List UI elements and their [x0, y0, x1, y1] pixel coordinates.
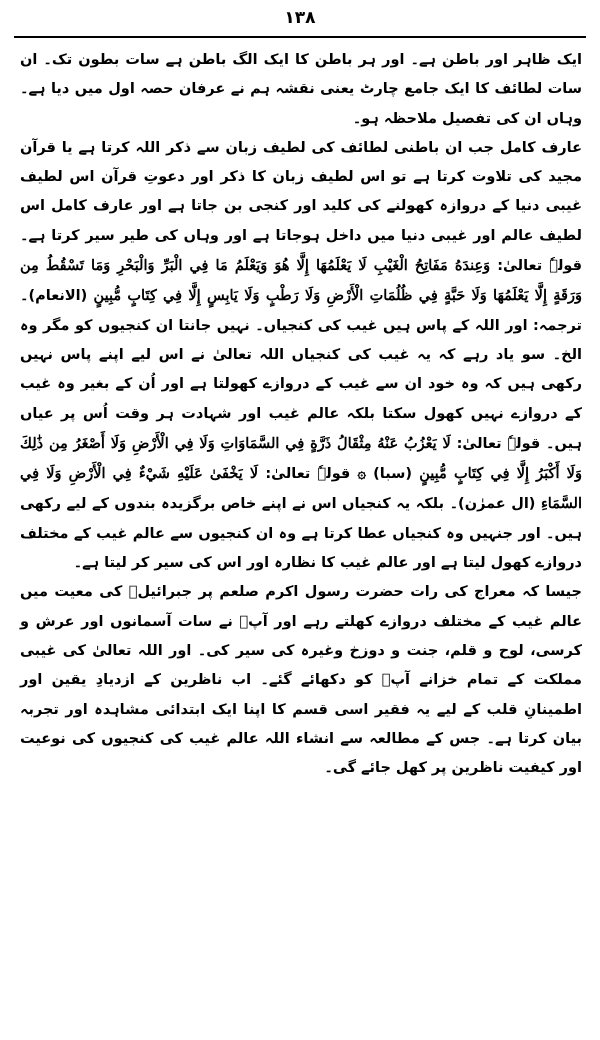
header-rule [14, 36, 586, 38]
paragraph-2-ref-saba: (سبا) ۞ قولہٗ تعالیٰ: [265, 466, 413, 483]
quran-quote-anam: وَعِندَهُ مَفَاتِحُ الْغَيْبِ لَا يَعْلَمُهَا إِلَّا هُوَ وَيَعْلَمُ مَا فِي الْبَرِّ وَالْبَحْرِ وَمَا تَسْقُطُ مِن وَرَقَةٍ إِلَّا يَعْلَمُهَا وَلَا حَبَّةٍ فِي ظُلُمَاتِ الْأَرْضِ وَلَا رَطْبٍ وَلَا يَابِسٍ إِلَّا فِي كِتَابٍ مُّبِينٍ [20, 257, 582, 305]
paragraph-1: ایک ظاہر اور باطن ہے۔ اور ہر باطن کا ایک الگ باطن ہے سات بطون تک۔ ان سات لطائف کا ایک جامع چارٹ یعنی نقشہ ہم نے عرفان حصہ اول میں دیا ہے۔ وہاں ان کی تفصیل ملاحظہ ہو۔ [20, 52, 582, 127]
quran-quote-imran: لَا يَخْفَىٰ عَلَيْهِ شَيْءٌ فِي الْأَرْضِ وَلَا فِي السَّمَاءِ [20, 465, 582, 513]
paragraph-2 [20, 134, 582, 578]
paragraph-2-cont: (الانعام)۔ ترجمہ: اور اللہ کے پاس ہیں غیب کی کنجیاں۔ نہیں جانتا ان کنجیوں کو مگر وہ الخ۔ سو یاد رہے کہ یہ غیب کی کنجیاں اللہ تعالیٰ نے اس لیے اپنے پاس نہیں رکھی ہیں کہ وہ خود ان سے غیب کے دروازے کھولتا ہے اور اُن کے بغیر وہ غیب کے دروازے نہیں کھول سکتا بلکہ عالم غیب اور شہادت ہر وقت اُس پر عیاں ہیں۔ قولہٗ تعالیٰ: [20, 288, 582, 452]
quran-quote-saba: لَا يَعْزُبُ عَنْهُ مِثْقَالُ ذَرَّةٍ فِي السَّمَاوَاتِ وَلَا فِي الْأَرْضِ وَلَا أَصْغَرُ مِن ذَٰلِكَ وَلَا أَكْبَرُ إِلَّا فِي كِتَابٍ مُّبِينٍ [20, 434, 582, 483]
paragraph-2-text: عارف کامل جب ان باطنی لطائف کی لطیف زبان سے ذکر اللہ کرتا ہے یا قرآن مجید کی تلاوت کرتا ہے تو اس لطیف زبان کا ذکر اور دعوتِ قرآن اس لطیف غیبی دنیا کے دروازہ کھولنے کی کلید اور کنجی بن جاتا ہے اور عارف کامل اس لطیف عالم اور غیبی دنیا میں داخل ہوجاتا ہے اور وہاں کی طیر سیر کرتا ہے۔ قولہٗ تعالیٰ: [20, 139, 582, 275]
paragraph-3: جیسا کہ معراج کی رات حضرت رسول اکرم صلعم پر جبرائیلؑ کی معیت میں عالم غیب کے مختلف دروازے کھلتے رہے اور آپؐ نے سات آسمانوں اور عرش و کرسی، لوح و قلم، جنت و دوزخ وغیرہ کی سیر کی۔ اور اللہ تعالیٰ کی غیبی مملکت کے تمام خزانے آپؐ کو دکھائے گئے۔ اب ناظرین کے ازدیادِ یقین اور اطمینانِ قلب کے لیے یہ فقیر اسی قسم کا اپنا ایک ابتدائی مشاہدہ اور تجربہ بیان کرتا ہے۔ جس کے مطالعہ سے انشاء اللہ عالم غیب کی کنجیوں کی نوعیت اور کیفیت ناظرین پر کھل جائے گی۔ [20, 584, 582, 777]
paragraph-2-end: (ال عمرٰن)۔ بلکہ یہ کنجیاں اس نے اپنے خاص برگزیدہ بندوں کے لیے رکھی ہیں۔ اور جنہیں وہ کنجیاں عطا کرتا ہے وہ ان کنجیوں سے عالم غیب کے مختلف دروازے کھول لیتا ہے اور عالم غیب کا نظارہ اور اس کی سیر کر لیتا ہے۔ [20, 496, 582, 572]
page-body [20, 46, 582, 783]
page-number: ۱۳۸ [284, 8, 316, 28]
